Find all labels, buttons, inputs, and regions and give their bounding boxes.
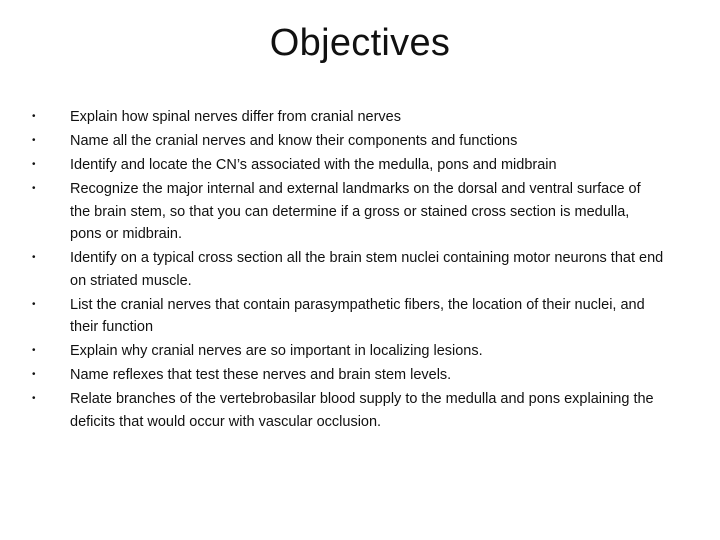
bullet-dot-icon: • (32, 393, 36, 404)
bullet-dot-icon: • (32, 298, 36, 310)
list-item-text: Name all the cranial nerves and know their components and functions (70, 133, 518, 149)
list-item-text: Name reflexes that test these nerves and brain stem levels. (70, 367, 452, 383)
list-item (24, 388, 664, 433)
list-item (24, 130, 664, 153)
objectives-list (24, 106, 664, 435)
bullet-dot-icon: • (32, 345, 36, 356)
bullet-dot-icon: • (32, 159, 36, 170)
bullet-dot-icon: • (32, 252, 36, 263)
slide-title: Objectives (269, 22, 451, 64)
list-item-text: Relate branches of the vertebrobasilar blood supply to the medulla and pons explaining the deficits that would occur with vascular occlusion. (70, 391, 654, 430)
list-item (24, 154, 664, 177)
list-item-text: Explain why cranial nerves are so important in localizing lesions. (70, 343, 483, 359)
list-item (24, 247, 664, 292)
list-item (24, 294, 664, 339)
list-item-text: Identify on a typical cross section all the brain stem nuclei containing motor neurons that end on striated muscle. (70, 250, 664, 289)
list-item-text: Recognize the major internal and external landmarks on the dorsal and ventral surface of the brain stem, so that you can determine if a gross or stained cross section is medulla, pons or midbrain. (70, 181, 641, 242)
list-item-text: List the cranial nerves that contain parasympathetic fibers, the location of their nuclei, and their function (70, 296, 645, 335)
bullet-dot-icon: • (32, 183, 36, 194)
list-item (24, 178, 664, 246)
bullet-dot-icon: • (32, 111, 36, 122)
list-item (24, 106, 664, 129)
list-item (24, 340, 664, 363)
list-item (24, 364, 664, 387)
bullet-dot-icon: • (32, 135, 36, 146)
bullet-dot-icon: • (32, 369, 36, 380)
list-item-text: Explain how spinal nerves differ from cranial nerves (70, 109, 401, 125)
list-item-text: Identify and locate the CN’s associated with the medulla, pons and midbrain (70, 157, 557, 173)
